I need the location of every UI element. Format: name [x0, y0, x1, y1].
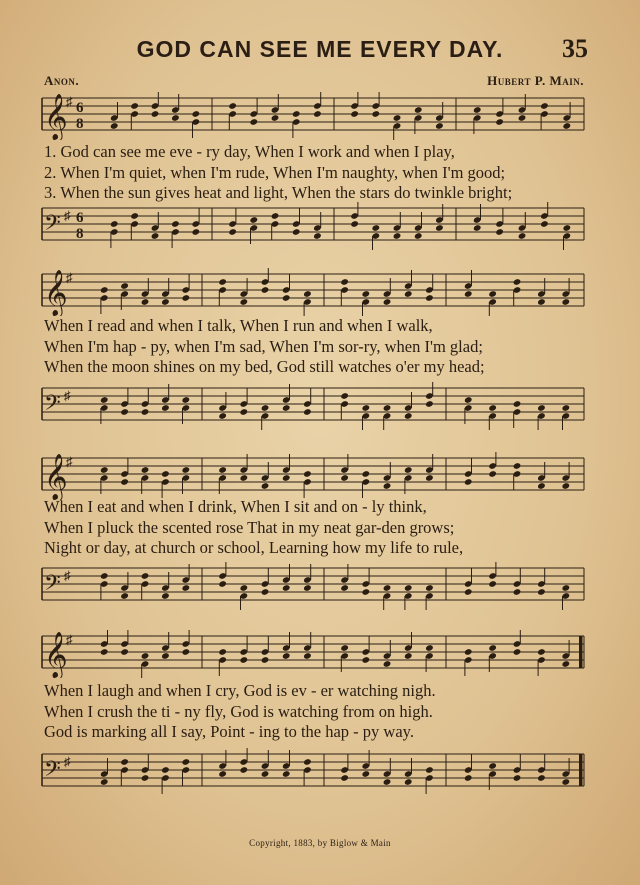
sharp-icon: ♯ — [64, 388, 71, 403]
notehead — [350, 110, 359, 118]
lyric-line: When I read and when I talk, When I run and when I walk, — [44, 316, 433, 335]
notehead — [239, 766, 248, 774]
notehead — [513, 278, 522, 286]
notehead — [181, 648, 190, 656]
notehead — [350, 220, 359, 228]
treble-clef-icon: 𝄞 — [44, 94, 68, 140]
notehead — [249, 216, 258, 224]
notehead — [239, 474, 248, 482]
notehead — [161, 298, 170, 306]
notehead — [561, 404, 570, 412]
notehead — [110, 220, 119, 228]
notehead — [361, 290, 370, 298]
lyricist-credit: Anon. — [44, 73, 80, 88]
notehead — [181, 396, 190, 404]
notehead — [361, 588, 370, 596]
notehead — [261, 404, 270, 412]
notehead — [181, 584, 190, 592]
notehead — [488, 290, 497, 298]
lyric-line: God is marking all I say, Point - ing to the hap - py way. — [44, 722, 414, 741]
notehead — [393, 232, 402, 240]
lyric-line: 1. God can see me eve - ry day, When I work and when I play, — [44, 142, 455, 161]
notehead — [404, 466, 413, 474]
notehead — [562, 224, 571, 232]
notehead — [261, 482, 270, 490]
notehead — [537, 298, 546, 306]
notehead — [181, 294, 190, 302]
notehead — [425, 400, 434, 408]
notehead — [340, 774, 349, 782]
notehead — [239, 408, 248, 416]
notehead — [100, 466, 109, 474]
notehead — [282, 294, 291, 302]
notehead — [464, 290, 473, 298]
notehead — [425, 584, 434, 592]
notehead — [513, 400, 522, 408]
lyric-line: Night or day, at church or school, Learning how my life to rule, — [44, 538, 464, 557]
notehead — [561, 298, 570, 306]
notehead — [464, 774, 473, 782]
notehead — [218, 648, 227, 656]
notehead — [488, 470, 497, 478]
bass-staff-2 — [28, 382, 588, 430]
notehead — [488, 580, 497, 588]
bass-clef-icon: 𝄢 — [44, 757, 61, 787]
notehead — [464, 396, 473, 404]
notehead — [464, 478, 473, 486]
notehead — [495, 228, 504, 236]
notehead — [513, 774, 522, 782]
notehead — [282, 584, 291, 592]
treble-clef-icon: 𝄞 — [44, 454, 68, 500]
notehead — [464, 588, 473, 596]
notehead — [488, 644, 497, 652]
notehead — [371, 224, 380, 232]
notehead — [340, 474, 349, 482]
notehead — [488, 762, 497, 770]
notehead — [340, 278, 349, 286]
notehead — [473, 224, 482, 232]
notehead — [239, 656, 248, 664]
notehead — [404, 290, 413, 298]
notehead — [404, 778, 413, 786]
bass-staff-4 — [28, 748, 588, 796]
sharp-icon: ♯ — [64, 208, 71, 223]
notehead — [383, 482, 392, 490]
lyric-line: When I crush the ti - ny fly, God is watching from on high. — [44, 701, 433, 721]
notehead — [218, 466, 227, 474]
notehead — [537, 404, 546, 412]
notehead — [100, 572, 109, 580]
notehead — [303, 470, 312, 478]
composer-credit: Hubert P. Main. — [487, 73, 584, 88]
notehead — [161, 592, 170, 600]
lyrics-block-3 — [44, 497, 604, 559]
notehead — [425, 644, 434, 652]
lyric-line: When the moon shines on my bed, God still watches o'er my head; — [44, 357, 485, 376]
notehead — [292, 110, 301, 118]
notehead — [120, 648, 129, 656]
notehead — [414, 106, 423, 114]
lyric-line: When I'm hap - py, when I'm sad, When I'm sor-ry, when I'm glad; — [44, 336, 483, 356]
notehead — [218, 278, 227, 286]
notehead — [518, 114, 527, 122]
sharp-icon: ♯ — [66, 94, 73, 109]
notehead — [383, 778, 392, 786]
treble-staff-2 — [28, 268, 588, 316]
notehead — [425, 474, 434, 482]
lyric-line: 2. When I'm quiet, when I'm rude, When I'm naughty, when I'm good; — [44, 162, 506, 182]
bass-clef-icon: 𝄢 — [44, 211, 61, 241]
bass-clef-icon: 𝄢 — [44, 571, 61, 601]
notehead — [261, 588, 270, 596]
notehead — [404, 652, 413, 660]
bass-clef-icon: 𝄢 — [44, 391, 61, 421]
notehead — [120, 282, 129, 290]
notehead — [100, 396, 109, 404]
notehead — [100, 286, 109, 294]
hymn-title: GOD CAN SEE ME EVERY DAY. — [136, 36, 504, 62]
notehead — [171, 114, 180, 122]
notehead — [141, 572, 150, 580]
lyrics-block-1 — [44, 142, 604, 204]
notehead — [171, 220, 180, 228]
notehead — [383, 404, 392, 412]
notehead — [261, 286, 270, 294]
time-signature-bottom: 8 — [76, 116, 84, 132]
notehead — [561, 778, 570, 786]
notehead — [518, 232, 527, 240]
notehead — [313, 110, 322, 118]
notehead — [161, 404, 170, 412]
notehead — [271, 212, 280, 220]
notehead — [218, 580, 227, 588]
notehead — [361, 770, 370, 778]
notehead — [371, 110, 380, 118]
notehead — [473, 106, 482, 114]
notehead — [151, 110, 160, 118]
notehead — [303, 408, 312, 416]
notehead — [130, 102, 139, 110]
notehead — [271, 114, 280, 122]
treble-clef-icon: 𝄞 — [44, 270, 68, 316]
notehead — [282, 770, 291, 778]
notehead — [537, 482, 546, 490]
notehead — [340, 392, 349, 400]
lyric-line: When I pluck the scented rose That in my neat gar-den grows; — [44, 517, 455, 537]
lyrics-block-2 — [44, 316, 604, 378]
notehead — [120, 592, 129, 600]
notehead — [141, 774, 150, 782]
notehead — [303, 290, 312, 298]
notehead — [292, 228, 301, 236]
notehead — [228, 228, 237, 236]
treble-staff-3 — [28, 452, 588, 500]
notehead — [561, 482, 570, 490]
notehead — [435, 224, 444, 232]
time-signature-top: 6 — [76, 210, 84, 226]
sharp-icon: ♯ — [66, 632, 73, 647]
notehead — [513, 588, 522, 596]
sharp-icon: ♯ — [66, 270, 73, 285]
notehead — [191, 110, 200, 118]
lyric-line: 3. When the sun gives heat and light, When the stars do twinkle bright; — [44, 183, 513, 202]
time-signature-bottom: 8 — [76, 226, 84, 242]
notehead — [110, 122, 119, 130]
notehead — [340, 584, 349, 592]
notehead — [228, 102, 237, 110]
notehead — [537, 648, 546, 656]
page-number: 35 — [562, 34, 588, 63]
treble-clef-icon: 𝄞 — [44, 632, 68, 678]
notehead — [537, 774, 546, 782]
treble-staff-4 — [28, 630, 588, 678]
notehead — [303, 652, 312, 660]
treble-staff-1 — [28, 92, 588, 140]
notehead — [404, 412, 413, 420]
notehead — [464, 648, 473, 656]
notehead — [340, 644, 349, 652]
notehead — [513, 462, 522, 470]
lyric-line: When I laugh and when I cry, God is ev - er watching nigh. — [44, 681, 436, 700]
notehead — [537, 588, 546, 596]
notehead — [218, 770, 227, 778]
sharp-icon: ♯ — [64, 754, 71, 769]
notehead — [313, 232, 322, 240]
copyright-notice: Copyright, 1883, by Biglow & Main — [249, 838, 391, 848]
notehead — [120, 478, 129, 486]
notehead — [151, 232, 160, 240]
notehead — [383, 584, 392, 592]
notehead — [120, 758, 129, 766]
notehead — [488, 404, 497, 412]
notehead — [303, 584, 312, 592]
notehead — [425, 294, 434, 302]
notehead — [303, 758, 312, 766]
final-barline — [579, 636, 583, 668]
final-barline — [579, 754, 583, 786]
notehead — [191, 228, 200, 236]
notehead — [239, 584, 248, 592]
notehead — [239, 298, 248, 306]
notehead — [540, 102, 549, 110]
notehead — [393, 114, 402, 122]
lyric-line: When I eat and when I drink, When I sit and on - ly think, — [44, 497, 427, 516]
notehead — [425, 766, 434, 774]
notehead — [218, 412, 227, 420]
notehead — [261, 656, 270, 664]
notehead — [282, 404, 291, 412]
notehead — [130, 212, 139, 220]
notehead — [361, 404, 370, 412]
lyrics-block-4 — [44, 681, 604, 743]
notehead — [120, 408, 129, 416]
notehead — [361, 656, 370, 664]
bass-staff-3 — [28, 562, 588, 610]
notehead — [383, 660, 392, 668]
notehead — [282, 474, 291, 482]
notehead — [100, 778, 109, 786]
sharp-icon: ♯ — [64, 568, 71, 583]
notehead — [513, 648, 522, 656]
notehead — [161, 652, 170, 660]
notehead — [361, 470, 370, 478]
notehead — [562, 122, 571, 130]
notehead — [181, 466, 190, 474]
notehead — [141, 298, 150, 306]
notehead — [181, 758, 190, 766]
notehead — [561, 660, 570, 668]
notehead — [414, 232, 423, 240]
notehead — [561, 584, 570, 592]
notehead — [141, 408, 150, 416]
notehead — [282, 652, 291, 660]
bass-staff-1 — [28, 202, 588, 250]
notehead — [404, 584, 413, 592]
sharp-icon: ♯ — [66, 454, 73, 469]
notehead — [161, 766, 170, 774]
notehead — [100, 648, 109, 656]
notehead — [495, 118, 504, 126]
notehead — [383, 298, 392, 306]
notehead — [435, 122, 444, 130]
notehead — [540, 220, 549, 228]
notehead — [249, 118, 258, 126]
time-signature-top: 6 — [76, 100, 84, 116]
notehead — [141, 466, 150, 474]
notehead — [161, 470, 170, 478]
notehead — [141, 652, 150, 660]
notehead — [261, 770, 270, 778]
